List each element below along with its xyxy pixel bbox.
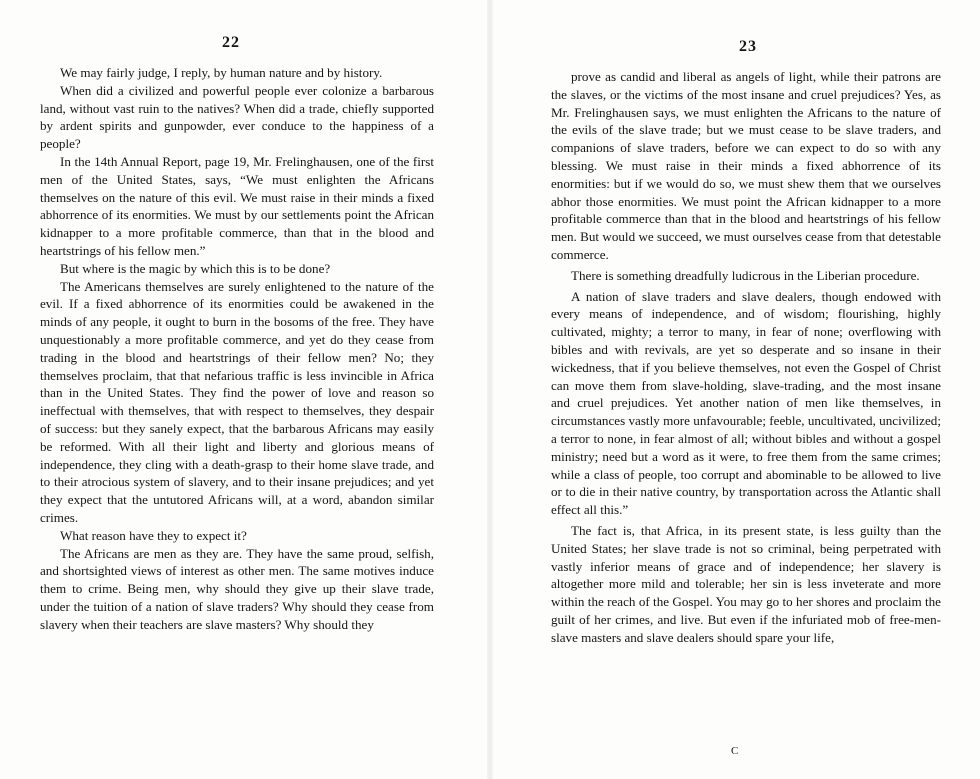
paragraph: But where is the magic by which this is to be done? (60, 260, 331, 276)
page-text (40, 64, 434, 634)
paragraph: When did a civilized and powerful people ever colonize a barbarous land, without vast ruin to the natives? When did a trade, chiefly supported by ardent spirits and gunpowder, ever conduce to the happiness of a people? (40, 82, 434, 152)
paragraph: In the 14th Annual Report, page 19, Mr. Frelinghausen, one of the first men of the United States, says, “We must enlighten the Africans themselves on the nature of this evil. We must raise in their minds a fixed abhorrence of its enormities. We must by our settlements point the African kidnapper to a more profitable commerce, than that in the blood and heartstrings of his fellow men.” (40, 153, 434, 258)
paragraph: prove as candid and liberal as angels of light, while their patrons are the slaves, or the victims of the most insane and cruel prejudices? Yes, as Mr. Frelinghausen says, we must enlighten the Africans to the nature of the evils of the slave trade; but we must cease to be slave traders, and companions of slave traders, before we can expect to do so with any blessing. We must raise in their minds a fixed abhorrence of its enormities: but if we would do so, we must shew them that we ourselves abhor those enormities. We must point the African kidnapper to a more profitable commerce than that in the blood and heartstrings of his fellow men. But would we succeed, we must ourselves cease from that detestable commerce. (551, 69, 941, 262)
signature-mark: C (731, 745, 740, 757)
right-page (493, 0, 980, 779)
page-number: 23 (739, 38, 757, 55)
paragraph: The Africans are men as they are. They have the same proud, selfish, and shortsighted views of interest as other men. The same motives induce them to crime. Being men, why should they give up their slave trade, under the tuition of a nation of slave traders? Why should they cease from slavery when their teachers are slave masters? Why should they (40, 545, 434, 632)
page-text (551, 68, 941, 647)
paragraph: What reason have they to expect it? (60, 527, 247, 543)
paragraph: There is something dreadfully ludicrous in the Liberian procedure. (571, 267, 920, 283)
paragraph: A nation of slave traders and slave dealers, though endowed with every means of independence, and of wisdom; flourishing, highly cultivated, mighty; a terror to many, in fear of none; overflowing with bibles and with revivals, are yet so desperate and so insane in their wickedness, that if you believe themselves, not even the Gospel of Christ can move them from slave-holding, slave-trading, and the most insane and cruel prejudices. Yet another nation of men like themselves, in circumstances vastly more unfavourable; feeble, uncultivated, uncivilized; a terror to none, in fear almost of all; without bibles and without a gospel ministry; need but a word as it were, to free them from the same crimes; while a class of people, too corrupt and abominable to be allowed to live or to die in their native country, by transportation across the Atlantic shall effect all this.” (551, 288, 941, 518)
paragraph: We may fairly judge, I reply, by human nature and by history. (60, 65, 383, 80)
paragraph: The Americans themselves are surely enlightened to the nature of the evil. If a fixed abhorrence of its enormities could be awakened in the minds of any people, it ought to burn in the bosoms of the free. They have unquestionably a more profitable commerce, and yet do they cease from trading in the blood and heartstrings of their fellow men? No; they themselves proclaim, that that nefarious traffic is less invincible in Africa than in the United States. They find the power of love and reason so ineffectual with themselves, that with respect to themselves, they despair of success: but they sanely expect, that the barbarous Africans may easily be reformed. With all their light and liberty and glorious means of independence, they cling with a death-grasp to their home slave trade, and to their atrocious system of slavery, and to their insane prejudices; and yet they expect that the untutored Africans will, at a word, abandon similar crimes. (40, 278, 434, 525)
left-page (0, 0, 487, 779)
paragraph: The fact is, that Africa, in its present state, is less guilty than the United States; her slave trade is not so criminal, being perpetrated with vastly inferior means of grace and of independence; her slavery is altogether more mild and tolerable; her sin is less inveterate and more within the reach of the Gospel. You may go to her shores and proclaim the guilt of her crimes, and live. But even if the infuriated mob of free-men-slave masters and slave dealers should spare your life, (551, 522, 941, 645)
page-number: 22 (222, 34, 240, 51)
